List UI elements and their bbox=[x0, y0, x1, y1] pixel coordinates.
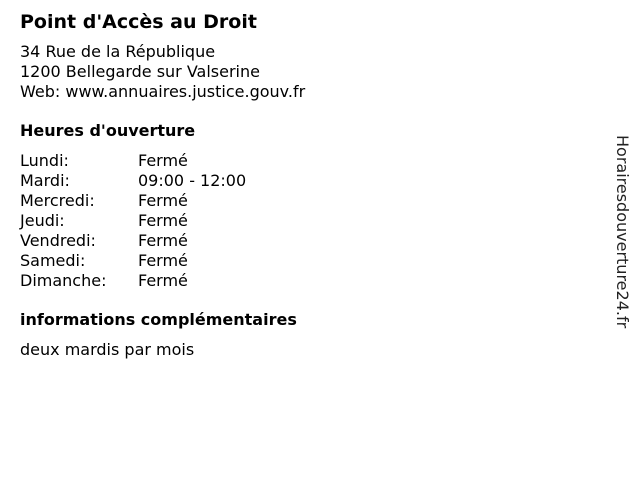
day-label: Dimanche: bbox=[20, 271, 107, 290]
hours-value: Fermé bbox=[138, 211, 188, 230]
hours-row-sunday bbox=[20, 271, 580, 291]
address-block bbox=[20, 42, 580, 102]
page-title: Point d'Accès au Droit bbox=[20, 11, 257, 33]
info-heading: informations complémentaires bbox=[20, 310, 297, 329]
hours-value: Fermé bbox=[138, 271, 188, 290]
hours-heading: Heures d'ouverture bbox=[20, 121, 196, 140]
day-label: Mardi: bbox=[20, 171, 70, 190]
site-watermark: Horairesdouverture24.fr bbox=[613, 135, 632, 329]
info-text: deux mardis par mois bbox=[20, 340, 195, 359]
hours-row-thursday bbox=[20, 211, 580, 231]
address-street: 34 Rue de la République bbox=[20, 42, 216, 61]
hours-value: Fermé bbox=[138, 191, 188, 210]
hours-row-friday bbox=[20, 231, 580, 251]
day-label: Lundi: bbox=[20, 151, 69, 170]
hours-value: Fermé bbox=[138, 231, 188, 250]
hours-value: Fermé bbox=[138, 251, 188, 270]
hours-row-saturday bbox=[20, 251, 580, 271]
hours-value: 09:00 - 12:00 bbox=[138, 171, 247, 190]
hours-row-tuesday bbox=[20, 171, 580, 191]
hours-row-wednesday bbox=[20, 191, 580, 211]
day-label: Vendredi: bbox=[20, 231, 96, 250]
hours-row-monday bbox=[20, 151, 580, 171]
hours-value: Fermé bbox=[138, 151, 188, 170]
day-label: Jeudi: bbox=[20, 211, 65, 230]
main-content bbox=[20, 9, 580, 360]
day-label: Samedi: bbox=[20, 251, 86, 270]
day-label: Mercredi: bbox=[20, 191, 95, 210]
address-web: Web: www.annuaires.justice.gouv.fr bbox=[20, 82, 306, 101]
hours-table bbox=[20, 151, 580, 291]
address-city: 1200 Bellegarde sur Valserine bbox=[20, 62, 260, 81]
